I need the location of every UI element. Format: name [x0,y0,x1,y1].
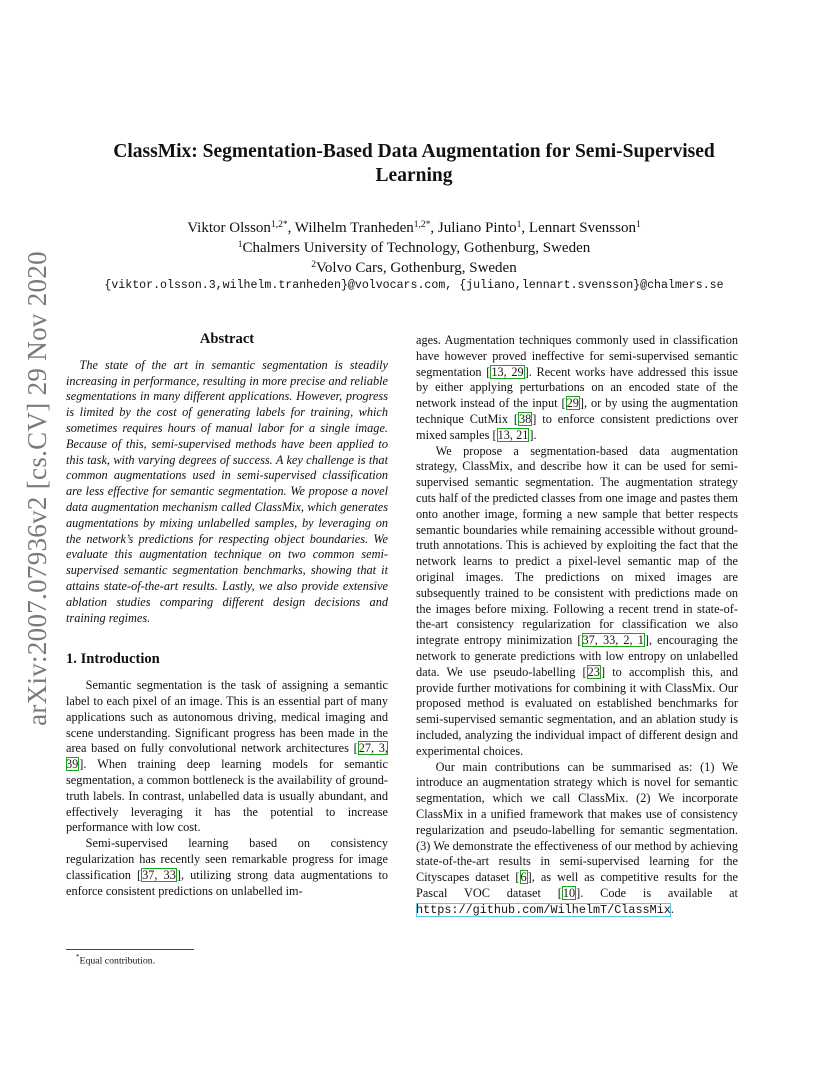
text-run: ages. Augmentation techniques commonly used in classification have however proved ineffective for semi-supervised semantic segmentation [416,333,738,379]
citation-link[interactable]: 37, 33 [142,867,176,882]
citation-link[interactable]: 13, 21 [497,427,529,442]
text-run: , encouraging the network to generate predictions with low entropy on unlabelled data. We use pseudo-labelling [416,633,738,679]
citation-link[interactable]: 10 [562,885,576,900]
text-run: , as well as competitive results for the Pascal VOC dataset [416,870,738,900]
text-run: , or by using the augmentation technique CutMix [416,396,738,426]
text-run: Semi-supervised learning based on consistency regularization has recently seen remarkable progress for image classification [66,836,388,882]
text-run: . Recent works have addressed this issue by either applying perturbations on an encoded state of the network instead of the input [416,364,738,411]
intro-paragraph: We propose a segmentation-based data augmentation strategy, ClassMix, and describe how it can be used for semi-supervised semantic segmentation. The augmentation strategy cuts half of the predicted classes from one image and pastes them onto another image, forming a new sample that better respects semantic boundaries while remaining accessible without ground-truth annotations. This is achieved by exploiting the fact that the network learns to predict a pixel-level semantic map of the original images. The predictions on mixed images are subsequently trained to be consistent with predictions made on the images before mixing. Following a recent trend in state-of-the-art consistency regularization for classification we also integrate entropy minimization [37, 33, 2, 1], encouraging the network to generate predictions with low entropy on unlabelled data. We use pseudo-labelling [23] to accomplish this, and provide further motivations for combining it with ClassMix. Our proposed method is evaluated on established benchmarks for semi-supervised semantic segmentation, and an ablation study is included, analyzing the individual impact of different design and experimental choices. [416,443,739,758]
footnote: *Equal contribution. [76,953,156,967]
text-run: . Code is available at [580,885,738,900]
author: Viktor Olsson$^{1,2*}$, [187,220,295,236]
affiliation: $^2$Volvo Cars, Gothenburg, Sweden [311,260,517,276]
title-line-2: Learning [375,165,453,186]
abstract-text: The state of the art in semantic segmentation is steadily increasing in performance, resulting in more precise and reliable segmentations in many different applications. However, progress is limited by the cost of generating labels for training, which sometimes requires hours of manual labor for a single image. Because of this, semi-supervised methods have been applied to this task, with varying degrees of success. A key challenge is that common augmentations used in semi-supervised classification are less effective for semantic segmentation. We propose a novel data augmentation mechanism called ClassMix, which generates augmentations by mixing unlabelled samples, by leveraging on the network’s predictions for respecting object boundaries. We evaluate this augmentation technique on two common semi-supervised semantic segmentation benchmarks, showing that it attains state-of-the-art results. Lastly, we also provide extensive ablation studies comparing different design decisions and training regimes. [66,357,388,625]
title-line-1: ClassMix: Segmentation-Based Data Augmentation for Semi-Supervised [113,141,715,162]
text-run: Semantic segmentation is the task of assigning a semantic label to each pixel of an image. This is an essential part of many applications such as autonomous driving, medical imaging and scene understanding. Significant progress has been made in the area based on fully convolutional network architectures [66,678,388,756]
intro-paragraph: Our main contributions can be summarised as: (1) We introduce an augmentation strategy which is novel for semantic segmentation, which we call ClassMix. (2) We incorporate ClassMix in a unified framework that makes use of consistency regularization and pseudo-labelling for semantic segmentation. (3) We demonstrate the effectiveness of our method by achieving state-of-the-art results in semi-supervised learning for the Cityscapes dataset [6], as well as competitive results for the Pascal VOC dataset [10]. Code is available at https://github.com/WilhelmT/ClassMix. [416,759,738,917]
citation-link[interactable]: 23 [587,664,600,679]
citation-link[interactable]: 37, 33, 2, 1 [582,633,644,648]
author-emails: {viktor.olsson.3,wilhelm.tranheden}@volvocars.com, {juliano,lennart.svensson}@chalmers.se [104,279,724,292]
paper-title [80,140,748,188]
text-run: Our main contributions can be summarised as: (1) We introduce an augmentation strategy which is novel for semantic segmentation, which we call ClassMix. (2) We incorporate ClassMix in a unified framework that makes use of consistency regularization and pseudo-labelling for semantic segmentation. (3) We demonstrate the effectiveness of our method by achieving state-of-the-art results in semi-supervised learning for the Cityscapes dataset [416,759,738,885]
text-run: We propose a segmentation-based data augmentation strategy, ClassMix, and describe how it can be used for semi-supervised semantic segmentation. The augmentation strategy cuts half of the predicted classes from one image and pastes them onto another image, forming a new sample that better respects semantic boundaries while remaining accessible without ground-truth annotations. This is achieved by exploiting the fact that the network learns to predict a pixel-level semantic map of the original images. The predictions on mixed images are subsequently trained to be consistent with predictions made on the images before mixing. Following a recent trend in state-of-the-art consistency regularization for classification we also integrate entropy minimization [416,443,739,648]
author: Juliano Pinto$^1$, [437,220,529,236]
intro-paragraph: Semi-supervised learning based on consistency regularization has recently seen remarkable progress for image classification [37, 33], utilizing strong data augmentations to enforce consistent predictions on unlabelled im- [66,836,389,898]
left-column [66,332,388,899]
text-run: . [670,901,674,916]
text-run: to accomplish this, and provide further motivations for combining it with ClassMix. Our proposed method is evaluated on established benchmarks for semi-supervised semantic segmentation, and an ablation study is included, analyzing the individual impact of different design and experimental choices. [416,664,738,758]
arxiv-identifier [12,250,62,726]
text-run: , utilizing strong data augmentations to enforce consistent predictions on unlabelled im- [66,867,389,898]
text-run: to enforce consistent predictions over mixed samples [416,411,738,442]
text-run: . When training deep learning models for semantic segmentation, a common bottleneck is the availability of ground-truth labels. In contrast, unlabelled data is usually abundant, and effectively leveraging it has the potential to increase performance with low cost. [66,757,388,835]
code-url-link[interactable]: https://github.com/WilhelmT/ClassMix [416,902,671,917]
citation-link[interactable]: 6 [520,870,527,885]
introduction-heading: 1. Introduction [66,651,160,668]
affiliation: $^1$Chalmers University of Technology, Gothenburg, Sweden [237,240,591,256]
footnote-rule [66,949,194,950]
arxiv-identifier-text: arXiv:2007.07936v2 [cs.CV] 29 Nov 2020 [21,250,52,726]
author: Lennart Svensson$^1$ [528,220,641,236]
citation-link[interactable]: 27, 3, 39 [66,741,388,772]
author-list [80,218,748,238]
intro-paragraph: Semantic segmentation is the task of assigning a semantic label to each pixel of an image. This is an essential part of many applications such as autonomous driving, medical imaging and scene understanding. Significant progress has been made in the area based on fully convolutional network architectures [27, 3, 39]. When training deep learning models for semantic segmentation, a common bottleneck is the availability of ground-truth labels. In contrast, unlabelled data is usually abundant, and effectively leveraging it has the potential to increase performance with low cost. [66,678,388,835]
text-run: . [533,427,537,442]
citation-link[interactable]: 29 [566,396,579,411]
citation-link[interactable]: 13, 29 [491,364,524,379]
author-block [80,218,748,278]
citation-link[interactable]: 38 [518,411,532,426]
abstract-heading: Abstract [199,331,255,347]
right-column [416,333,738,918]
intro-paragraph: ages. Augmentation techniques commonly used in classification have however proved ineffective for semi-supervised semantic segmentation [13, 29]. Recent works have addressed this issue by either applying perturbations on an encoded state of the network instead of the input [29], or by using the augmentation technique CutMix [38] to enforce consistent predictions over mixed samples [13, 21]. [416,333,738,442]
author: Wilhelm Tranheden$^{1,2*}$, [294,220,438,236]
